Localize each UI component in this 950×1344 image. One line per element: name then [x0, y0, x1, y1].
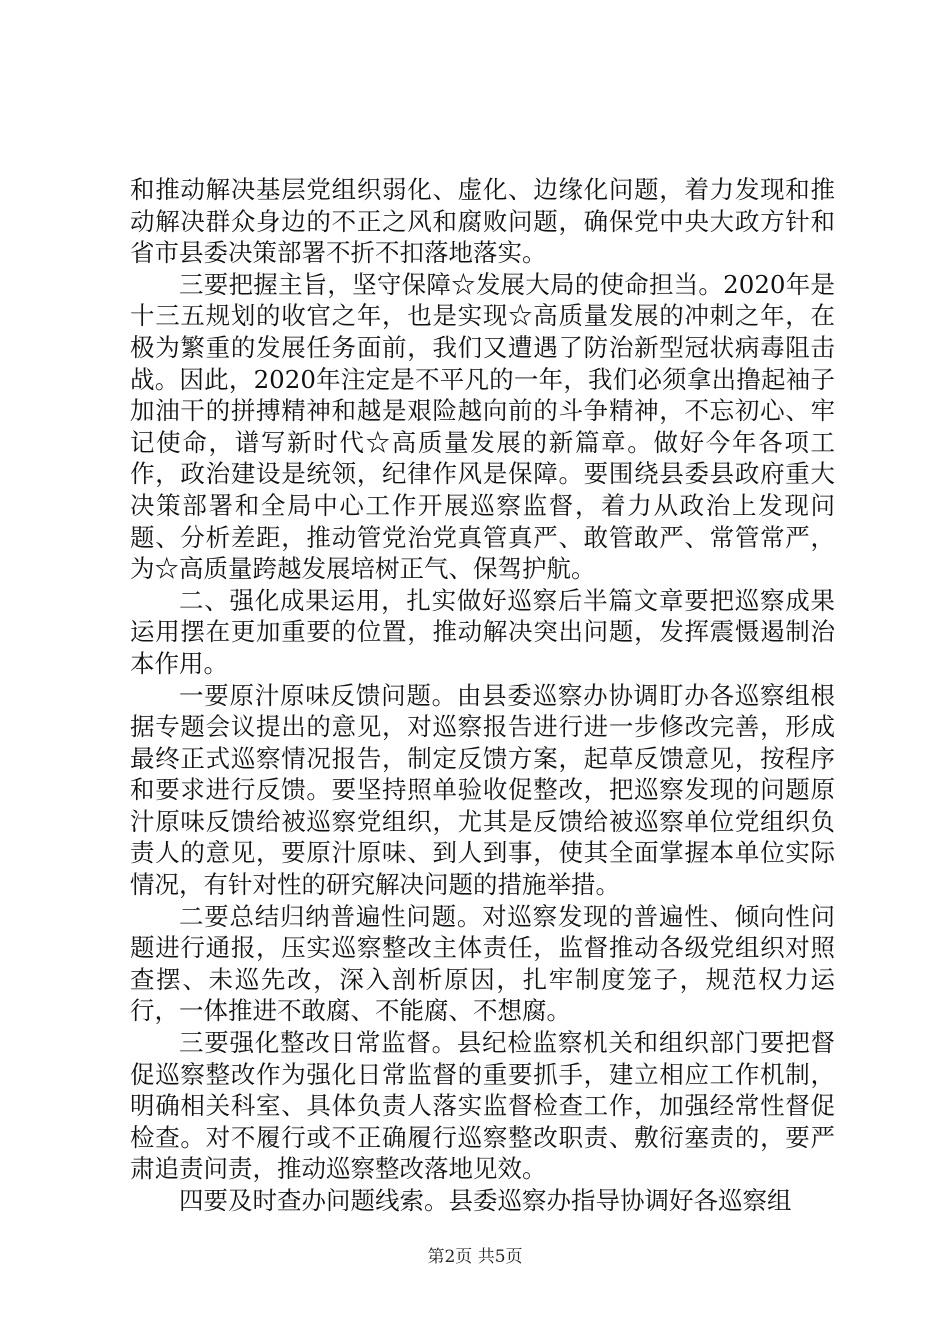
paragraph-4: 一要原汁原味反馈问题。由县委巡察办协调盯办各巡察组根据专题会议提出的意见，对巡察报告进行进一步修改完善，形成最终正式巡察情况报告，制定反馈方案，起草反馈意见，按程序和要求进行反馈。要坚持照单验收促整改，把巡察发现的问题原汁原味反馈给被巡察党组织，尤其是反馈给被巡察单位党组织负责人的意见，要原汁原味、到人到事，使其全面掌握本单位实际情况，有针对性的研究解决问题的措施举措。: [130, 680, 835, 900]
paragraph-7: 四要及时查办问题线索。县委巡察办指导协调好各巡察组: [179, 1186, 792, 1215]
paragraph-1: 和推动解决基层党组织弱化、虚化、边缘化问题，着力发现和推动解决群众身边的不正之风和腐败问题，确保党中央大政方针和省市县委决策部署不折不扣落地落实。: [130, 175, 835, 268]
paragraph-6: 三要强化整改日常监督。县纪检监察机关和组织部门要把督促巡察整改作为强化日常监督的重要抓手，建立相应工作机制，明确相关科室、具体负责人落实监督检查工作，加强经常性督促检查。对不履行或不正确履行巡察整改职责、敷衍塞责的，要严肃追责问责，推动巡察整改落地见效。: [130, 1028, 835, 1184]
paragraph-5: 二要总结归纳普遍性问题。对巡察发现的普遍性、倾向性问题进行通报，压实巡察整改主体责任，监督推动各级党组织对照查摆、未巡先改，深入剖析原因，扎牢制度笼子，规范权力运行，一体推进不敢腐、不能腐、不想腐。: [130, 901, 835, 1026]
document-body: [130, 174, 835, 1217]
paragraph-2: 三要把握主旨，坚守保障☆发展大局的使命担当。2020年是十三五规划的收官之年，也是实现☆高质量发展的冲刺之年，在极为繁重的发展任务面前，我们又遭遇了防治新型冠状病毒阻击战。因此，2020年注定是不平凡的一年，我们必须拿出撸起袖子加油干的拼搏精神和越是艰险越向前的斗争精神，不忘初心、牢记使命，谱写新时代☆高质量发展的新篇章。做好今年各项工作，政治建设是统领，纪律作风是保障。要围绕县委县政府重大决策部署和全局中心工作开展巡察监督，着力从政治上发现问题、分析差距，推动管党治党真管真严、敢管敢严、常管常严，为☆高质量跨越发展培树正气、保驾护航。: [130, 269, 835, 584]
page-number-footer: 第2页 共5页: [427, 1247, 523, 1267]
paragraph-3: 二、强化成果运用，扎实做好巡察后半篇文章要把巡察成果运用摆在更加重要的位置，推动解决突出问题，发挥震慑遏制治本作用。: [130, 585, 835, 678]
